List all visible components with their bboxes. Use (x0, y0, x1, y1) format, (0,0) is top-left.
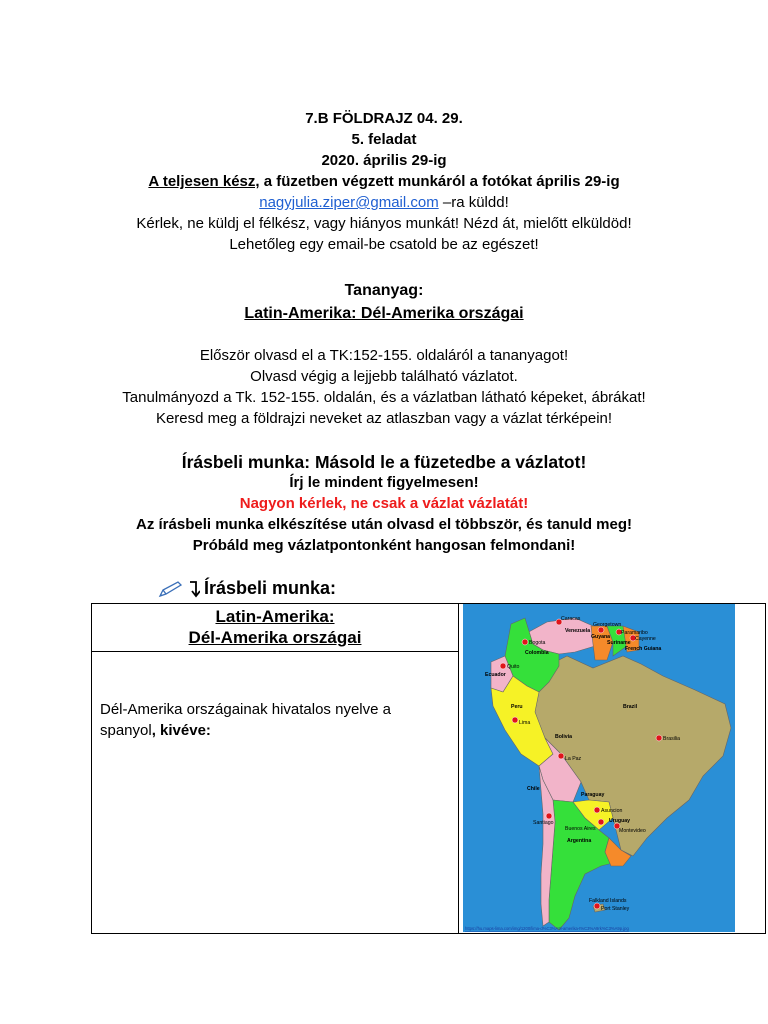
task-line-1: Írj le mindent figyelmesen! (289, 474, 479, 491)
language-text: Dél-Amerika országainak hivatalos nyelve a spanyol (100, 701, 391, 739)
header-photo-instruction (0, 171, 768, 192)
table-title (92, 606, 458, 648)
arrow-down-icon (188, 580, 200, 598)
label-asuncion: Asuncion (601, 808, 623, 814)
topic-label: Tananyag: (344, 282, 424, 299)
instruction-1: Először olvasd el a TK:152-155. oldaláról a tananyagot! (199, 347, 569, 364)
label-guyana: Guyana (591, 634, 611, 640)
label-uruguay: Uruguay (609, 818, 631, 824)
send-text: –ra küldd! (438, 194, 509, 211)
capital-brasilia (656, 735, 662, 741)
label-montevideo: Montevideo (619, 828, 646, 834)
label-paraguay: Paraguay (581, 792, 605, 798)
task-line-4: Próbáld meg vázlatpontonként hangosan felmondani! (192, 537, 576, 554)
label-bogota: Bogota (529, 640, 546, 646)
photo-instruction-text: a füzetben végzett munkáról a fotókat április 29-ig (259, 173, 620, 190)
pencil-icon (158, 580, 184, 598)
capital-buenos-aires (598, 819, 604, 825)
written-work-label: Írásbeli munka: (204, 578, 337, 598)
label-french-guiana: French Guiana (625, 646, 662, 652)
label-lima: Lima (519, 720, 531, 726)
table-title-line-2: Dél-Amerika országai (188, 628, 362, 647)
header-attach-note: Lehetőleg egy email-be csatold be az egészet! (229, 236, 539, 253)
map-source-link[interactable]: https://hu.maps-lima.com/img/1200/lima-d%C3%A9l-amerika-t%C3%A9rk%C3%A9p.jpg (465, 926, 629, 931)
email-link[interactable]: nagyjulia.ziper@gmail.com (259, 194, 439, 211)
task-line-2: Nagyon kérlek, ne csak a vázlat vázlatát! (239, 495, 529, 512)
written-work-heading (158, 578, 336, 599)
label-quito: Quito (507, 664, 520, 670)
header-email-line (0, 192, 768, 213)
label-chile: Chile (527, 786, 540, 792)
south-america-map (463, 604, 735, 932)
label-cayenne: Cayenne (635, 636, 656, 642)
label-georgetown: Georgetown (593, 622, 622, 628)
label-brasilia: Brasilia (663, 736, 681, 742)
complete-emphasis: A teljesen kész, (148, 173, 260, 190)
table-body-text (100, 699, 440, 741)
label-argentina: Argentina (567, 838, 592, 844)
capital-la-paz (558, 753, 564, 759)
label-santiago: Santiago (533, 820, 554, 826)
table-divider-vertical (458, 604, 459, 933)
label-paramaribo: Paramaribo (621, 630, 648, 636)
outline-table (91, 603, 766, 934)
label-venezuela: Venezuela (565, 628, 591, 634)
capital-santiago (546, 813, 552, 819)
label-la-paz: La Paz (565, 756, 582, 762)
label-brazil: Brazil (623, 704, 638, 710)
header-deadline: 2020. április 29-ig (321, 152, 447, 169)
instruction-4: Keresd meg a földrajzi neveket az atlaszban vagy a vázlat térképein! (155, 410, 613, 427)
label-caracas: Caracas (561, 616, 581, 622)
task-line-3: Az írásbeli munka elkészítése után olvasd el többször, és tanuld meg! (136, 516, 632, 533)
exception-text: , kivéve: (151, 722, 211, 739)
label-suriname: Suriname (607, 640, 631, 646)
header-course: 7.B FÖLDRAJZ 04. 29. (305, 110, 463, 127)
header-warning: Kérlek, ne küldj el félkész, vagy hiányos munkát! Nézd át, mielőtt elküldöd! (136, 215, 632, 232)
instruction-3: Tanulmányozd a Tk. 152-155. oldalán, és a vázlatban látható képeket, ábrákat! (122, 389, 646, 406)
capital-lima (512, 717, 518, 723)
header-task-number: 5. feladat (351, 131, 417, 148)
label-buenos-aires: Buenos Aires (565, 826, 596, 832)
table-divider-horizontal (92, 651, 458, 652)
capital-bogota (522, 639, 528, 645)
table-title-line-1: Latin-Amerika: (215, 607, 335, 626)
instruction-2: Olvasd végig a lejjebb található vázlatot. (250, 368, 518, 385)
task-title: Írásbeli munka: Másold le a füzetedbe a vázlatot! (181, 452, 587, 472)
capital-quito (500, 663, 506, 669)
label-ecuador: Ecuador (485, 672, 506, 678)
label-falkland: Falkland Islands (589, 898, 627, 904)
label-bolivia: Bolivia (555, 734, 573, 740)
topic-title: Latin-Amerika: Dél-Amerika országai (244, 305, 524, 322)
label-colombia: Colombia (525, 650, 549, 656)
label-port-stanley: Port Stanley (601, 906, 630, 912)
label-peru: Peru (511, 704, 523, 710)
capital-asuncion (594, 807, 600, 813)
